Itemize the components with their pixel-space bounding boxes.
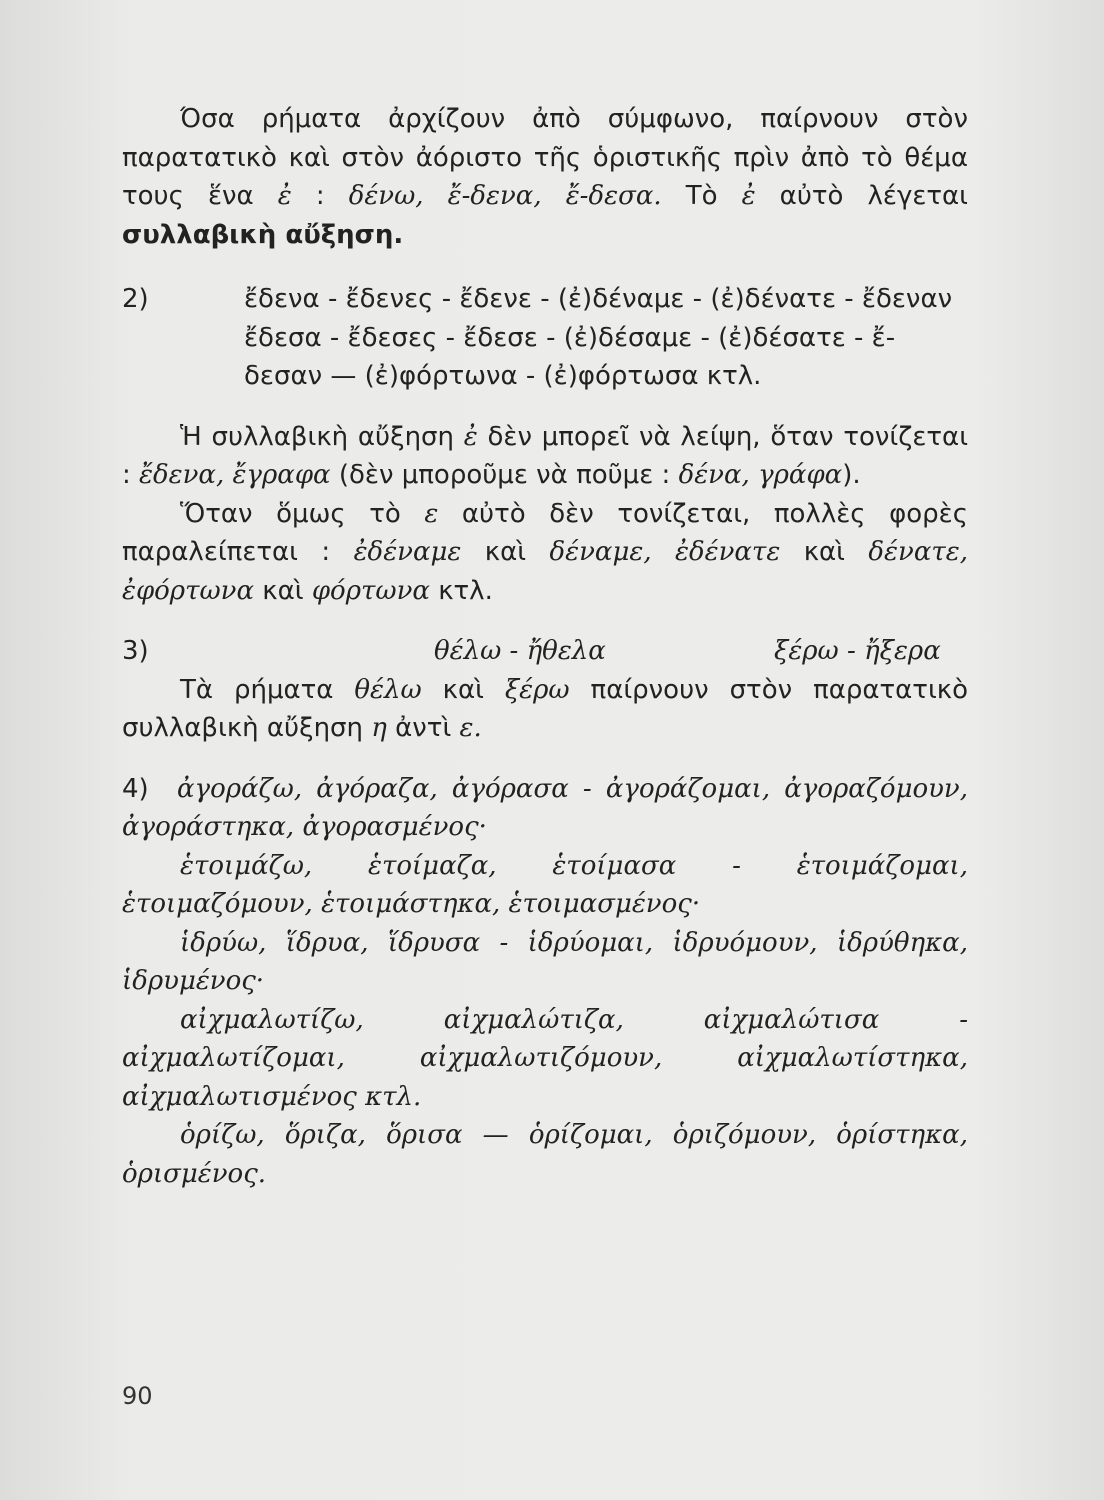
intro-lead-text: Όσα ρήματα ἀρχίζουν ἀπὸ σύμφωνο, παίρνουν στὸν παρατατικὸ καὶ στὸν ἀόριστο τῆς ὁριστικῆς πρὶν ἀπὸ τὸ θέμα τους ἕνα bbox=[122, 104, 968, 211]
page-content bbox=[122, 100, 968, 1193]
section-4-verb-idryo: ἱδρύω, ἵδρυα, ἵδρυσα - ἱδρύομαι, ἱδρυόμουν, ἱδρύθηκα, ἱδρυμένος· bbox=[122, 927, 968, 996]
rule-2-mid: αὐτὸ δὲν τονίζεται, πολλὲς φορὲς παραλείπεται : bbox=[122, 498, 968, 567]
section-3-examples bbox=[122, 632, 968, 671]
section-2-line-2: ἔδεσα - ἔδεσες - ἔδεσε - (ἐ)δέσαμε - (ἐ)δέσατε - ἔ- bbox=[244, 322, 896, 353]
section-4-line-1 bbox=[122, 770, 968, 847]
section-2-number: 2) bbox=[122, 284, 149, 314]
section-4-verb-aichmalotizo: αἰχμαλωτίζω, αἰχμαλώτιζα, αἰχμαλώτισα - αἰχμαλωτίζομαι, αἰχμαλωτιζόμουν, αἰχμαλωτίστηκα, αἰχμαλωτισμένος κτλ. bbox=[122, 1004, 968, 1112]
section-3-paragraph bbox=[122, 671, 968, 748]
section-4-verb-agorazo: ἀγοράζω, ἀγόραζα, ἀγόρασα - ἀγοράζομαι, ἀγοραζόμουν, ἀγοράστηκα, ἀγορασμένος· bbox=[122, 773, 969, 842]
rule-2-and-2: καὶ bbox=[780, 537, 869, 567]
section-3-number: 3) bbox=[122, 636, 149, 666]
rule-1-augment: ἐ bbox=[463, 421, 478, 452]
rule-2-lead: Ὅταν ὅμως τὸ bbox=[180, 498, 425, 529]
section-2-line-1: ἔδενα - ἔδενες - ἔδενε - (ἐ)δέναμε - (ἐ)δένατε - ἔδεναν bbox=[244, 284, 953, 314]
section-4-verb-orizo: ὁρίζω, ὅριζα, ὅρισα — ὁρίζομαι, ὁριζόμουν, ὁρίστηκα, ὁρισμένος. bbox=[122, 1120, 968, 1189]
rule-2-example-4: φόρτωνα bbox=[311, 575, 430, 606]
rule-1-close: ). bbox=[842, 460, 861, 490]
page-number: 90 bbox=[122, 1382, 153, 1410]
section-3-epsilon: ε. bbox=[459, 713, 482, 743]
section-3-and: καὶ bbox=[421, 674, 505, 705]
section-3-instead: ἀντὶ bbox=[386, 713, 460, 743]
rule-2-tail: κτλ. bbox=[429, 575, 493, 606]
rule-1-wrong-forms: δένα, γράφα bbox=[678, 460, 843, 490]
section-3-lead: Τὰ ρήματα bbox=[180, 674, 355, 705]
section-3-verb-1: θέλω bbox=[354, 674, 422, 705]
section-3-example-xero: ξέρω - ἤξερα bbox=[774, 636, 941, 666]
rule-2-and-3: καὶ bbox=[254, 575, 312, 606]
section-2 bbox=[122, 280, 968, 396]
rule-2-example-3: δένατε, ἐφόρτωνα bbox=[122, 537, 968, 606]
augment-letter-2: ἐ bbox=[741, 181, 756, 211]
rule-1-examples: ἔδενα, ἔγραφα bbox=[139, 460, 331, 490]
section-3-example-thelo: θέλω - ἤθελα bbox=[434, 636, 606, 666]
rule-2-augment: ε bbox=[424, 498, 439, 529]
section-4-verb-etoimazo: ἑτοιμάζω, ἑτοίμαζα, ἑτοίμασα - ἑτοιμάζομαι, ἑτοιμαζόμουν, ἑτοιμάστηκα, ἑτοιμασμένος· bbox=[122, 850, 968, 919]
section-2-line-3: δεσαν — (ἐ)φόρτωνα - (ἐ)φόρτωσα κτλ. bbox=[244, 361, 762, 391]
section-3-mid: παίρνουν στὸν παρατατικὸ συλλαβικὴ αὔξηση bbox=[122, 674, 968, 743]
section-3-verb-2: ξέρω bbox=[504, 674, 570, 705]
rule-1-mid: δὲν μπορεῖ νὰ λείψη, ὅταν τονίζεται : bbox=[122, 421, 968, 490]
rule-2-example-1: ἐδέναμε bbox=[353, 537, 462, 567]
section-4-number: 4) bbox=[122, 773, 149, 804]
intro-examples: δένω, ἔ-δενα, ἔ-δεσα. bbox=[348, 181, 662, 211]
intro-tail-text: αὐτὸ λέγεται bbox=[755, 181, 968, 211]
rule-2-paragraph bbox=[122, 495, 968, 611]
intro-paragraph bbox=[122, 100, 968, 254]
rule-1-lead: Ἡ συλλαβικὴ αὔξηση bbox=[180, 421, 464, 452]
intro-colon: : bbox=[291, 181, 349, 211]
rule-2-and-1: καὶ bbox=[461, 537, 550, 567]
augment-letter: ἐ bbox=[277, 181, 292, 211]
section-4 bbox=[122, 770, 968, 1194]
rule-2-example-2: δέναμε, ἐδένατε bbox=[549, 537, 781, 567]
intro-mid-text: Τὸ bbox=[661, 181, 742, 211]
section-3-eta: η bbox=[371, 713, 387, 743]
term-syllabic-augment: συλλαβικὴ αὔξηση. bbox=[122, 219, 404, 250]
rule-1-paragraph bbox=[122, 418, 968, 495]
rule-1-paren: (δὲν μποροῦμε νὰ ποῦμε : bbox=[330, 460, 679, 490]
